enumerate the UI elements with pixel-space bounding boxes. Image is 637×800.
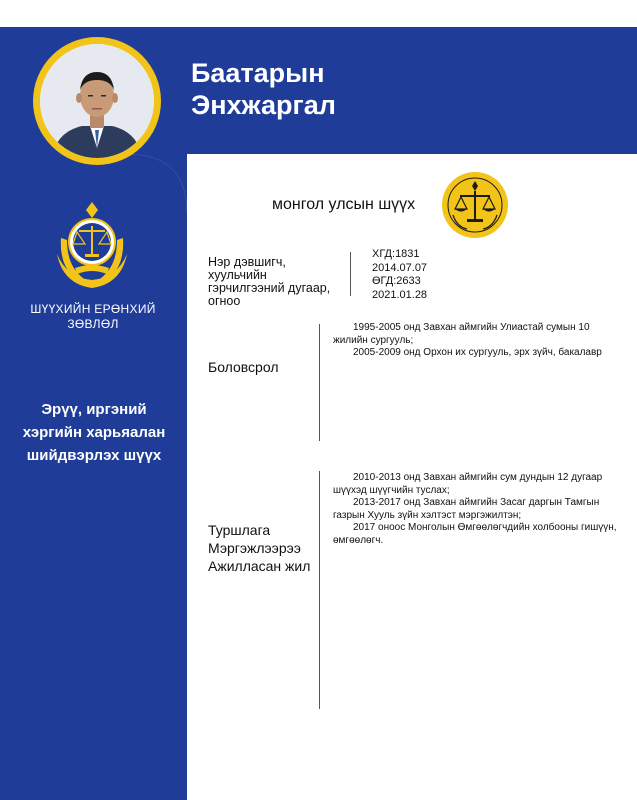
person-name (191, 57, 336, 121)
council-name-line-2: ЗӨВЛӨЛ (67, 317, 119, 331)
name-line-2: Энхжаргал (191, 90, 336, 120)
court-role (14, 398, 174, 467)
rank-value-3: ӨГД:2633 (372, 275, 421, 287)
rank-values (372, 248, 427, 302)
education-item: 1995-2005 онд Завхан аймгийн Улиастай сумын 10 жилийн сургууль; (333, 322, 590, 346)
profile-photo (40, 44, 154, 158)
education-item: 2005-2009 онд Орхон их сургууль, эрх зүйч, бакалавр (353, 347, 602, 358)
rank-label-line-2: хуульчийн (208, 268, 267, 282)
experience-item: 2010-2013 онд Завхан аймгийн сум дундын 12 дугаар шүүхэд шүүгчийн туслах; (333, 472, 603, 496)
education-list (333, 322, 615, 360)
court-title: монгол улсын шүүх (272, 196, 416, 213)
rank-label-line-4: огноо (208, 294, 241, 308)
court-role-line-2: хэргийн харьяалан (22, 424, 166, 441)
profile-photo-frame (33, 37, 161, 165)
experience-divider (319, 471, 320, 709)
name-line-1: Баатарын (191, 58, 325, 88)
council-name (18, 302, 168, 332)
experience-label-line-1: Туршлага (208, 522, 271, 538)
rank-label (208, 256, 330, 308)
rank-label-line-1: Нэр дэвшигч, (208, 255, 286, 269)
rank-value-2: 2014.07.07 (372, 261, 428, 274)
education-label: Боловсрол (208, 359, 279, 375)
council-name-line-1: ШҮҮХИЙН ЕРӨНХИЙ (30, 302, 156, 316)
court-emblem (441, 171, 509, 239)
experience-item: 2013-2017 онд Завхан аймгийн Засаг даргын Тамгын газрын Хууль зүйн хэлтэст мэргэжилтэн; (333, 497, 600, 521)
court-role-line-1: Эрүү, иргэний (41, 401, 147, 418)
experience-item: 2017 оноос Монголын Өмгөөлөгчдийн холбооны гишүүн, өмгөөлөгч. (333, 522, 617, 546)
experience-label-line-3: Ажилласан жил (208, 558, 311, 574)
court-role-line-3: шийдвэрлэх шүүх (26, 447, 162, 464)
education-divider (319, 324, 320, 441)
experience-label (208, 521, 310, 575)
experience-label-line-2: Мэргэжлээрээ (208, 540, 301, 556)
experience-list (333, 472, 623, 547)
council-emblem (53, 198, 131, 290)
rank-divider (350, 252, 351, 296)
rank-value-4: 2021.01.28 (372, 288, 428, 301)
rank-label-line-3: гэрчилгээний дугаар, (208, 281, 331, 295)
rank-value-1: ХГД:1831 (372, 248, 420, 260)
